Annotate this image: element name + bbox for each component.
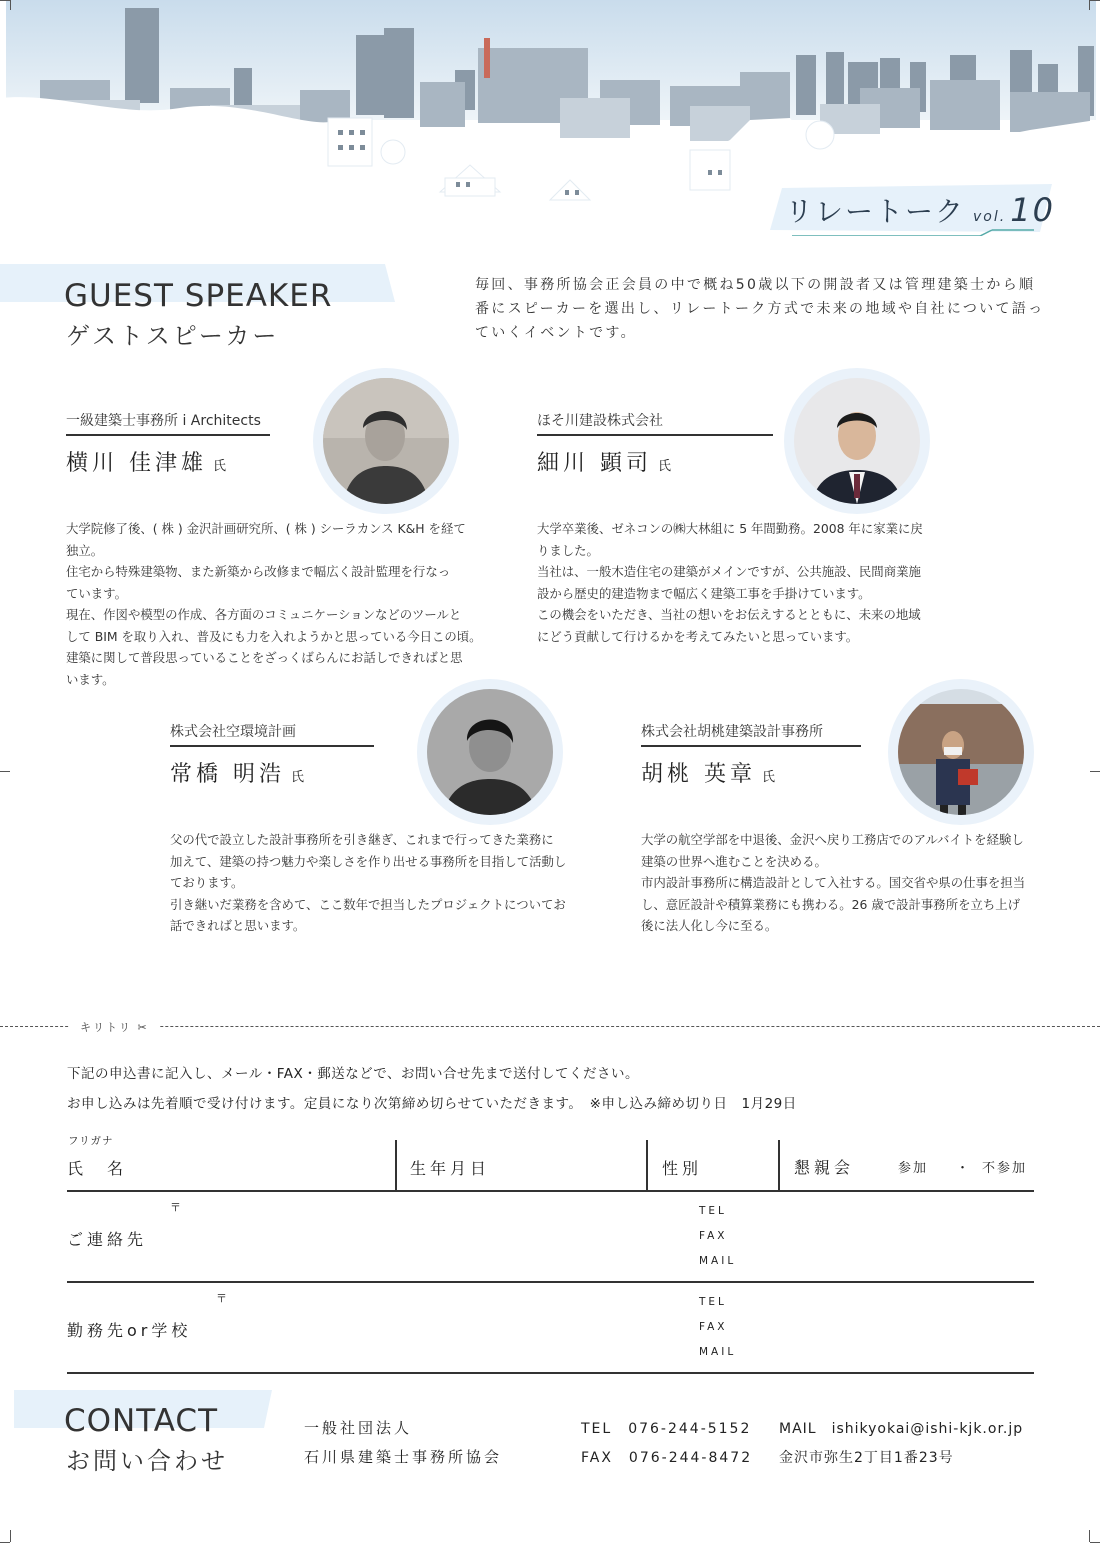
- speaker-1-bio: [66, 518, 482, 690]
- speaker-2-company: ほそ川建設株式会社: [537, 413, 663, 429]
- form-note-1: 下記の申込書に記入し、メール・FAX・郵送などで、お問い合せ先まで送付してください。: [67, 1066, 639, 1082]
- speaker-4-company: 株式会社胡桃建築設計事務所: [641, 724, 823, 740]
- speaker-2-rule: [537, 434, 773, 436]
- speaker-2-bio: [537, 518, 923, 647]
- work-label: 勤務先or学校: [67, 1321, 192, 1340]
- cut-label: キリトリ ✂: [70, 1019, 159, 1035]
- speaker-2-bio-line: にどう貢献して行けるかを考えてみたいと思っています。: [537, 628, 859, 644]
- speaker-2-bio-line: 設から歴史的建造物まで幅広く建築工事を手掛けています。: [537, 585, 871, 601]
- crop-mark: [1089, 1530, 1090, 1542]
- speaker-1-bio-line: 独立。: [66, 542, 104, 558]
- speaker-4-photo: [898, 689, 1024, 815]
- work-mail-label: MAIL: [699, 1346, 737, 1358]
- event-intro: 毎回、事務所協会正会員の中で概ね50歳以下の開設者又は管理建築士から順番にスピーカーを選出し、リレートーク方式で未来の地域や自社について語っていくイベントです。: [475, 277, 1045, 341]
- speaker-1-bio-line: 大学院修了後、( 株 ) 金沢計画研究所、( 株 ) シーラカンス K&H を経て: [66, 521, 466, 536]
- crop-mark: [1090, 771, 1100, 772]
- speaker-4-bio-line: 後に法人化し今に至る。: [641, 918, 778, 933]
- table-divider: [778, 1140, 780, 1192]
- speaker-1-bio-line: 建築に関して普段思っていることをざっくばらんにお話しできればと思: [66, 650, 463, 665]
- vol-label: vol.: [973, 209, 1007, 225]
- speaker-4-honorific: 氏: [762, 770, 776, 785]
- contact-fax-label: FAX: [699, 1230, 728, 1242]
- speaker-1-bio-line: して BIM を取り入れ、普及にも力を入れようかと思っている今日この頃。: [66, 628, 482, 644]
- table-rule: [67, 1190, 1034, 1192]
- party-attend-option[interactable]: 参加: [898, 1161, 929, 1176]
- speaker-1-name: 横川 佳津雄: [66, 451, 207, 476]
- contact-tel-label: TEL: [699, 1205, 727, 1217]
- contact-tel: TEL 076-244-5152: [581, 1421, 752, 1437]
- party-option-separator: ・: [956, 1161, 972, 1176]
- crop-mark: [0, 771, 10, 772]
- speaker-3-name: 常橋 明浩: [170, 762, 285, 787]
- contact-address: 金沢市弥生2丁目1番23号: [779, 1450, 954, 1466]
- form-note-2: お申し込みは先着順で受け付けます。定員になり次第締め切らせていただきます。 ※申し込み締め切り日 1月29日: [67, 1096, 797, 1112]
- speaker-4-bio-line: 大学の航空学部を中退後、金沢へ戻り工務店でのアルバイトを経験し: [641, 832, 1024, 847]
- speaker-1-name-line: [66, 446, 226, 477]
- speaker-3-rule: [170, 745, 374, 747]
- crop-mark: [1090, 0, 1100, 1]
- speaker-4-name: 胡桃 英章: [641, 762, 756, 787]
- table-divider: [395, 1140, 397, 1192]
- speaker-2-photo: [794, 378, 920, 504]
- postal-mark: 〒: [216, 1292, 227, 1305]
- speaker-1-bio-line: 現在、作図や模型の作成、各方面のコミュニケーションなどのツールと: [66, 607, 462, 622]
- relay-talk-title: [785, 190, 1055, 230]
- crop-mark: [1089, 0, 1090, 10]
- table-divider: [646, 1140, 648, 1192]
- cut-line: [0, 1026, 1100, 1027]
- crop-mark: [10, 0, 11, 10]
- contact-title-en: CONTACT: [64, 1403, 219, 1439]
- guest-title-jp: ゲストスピーカー: [66, 322, 280, 350]
- work-tel-label: TEL: [699, 1296, 727, 1308]
- speaker-1-photo-ring: [313, 368, 459, 514]
- speaker-1-honorific: 氏: [213, 459, 227, 474]
- speaker-3-photo: [427, 689, 553, 815]
- speaker-3-company: 株式会社空環境計画: [170, 724, 296, 740]
- contact-title-jp: お問い合わせ: [66, 1447, 228, 1475]
- postal-mark: 〒: [170, 1201, 181, 1214]
- speaker-3-bio-line: ております。: [170, 875, 244, 890]
- contact-mail-label: MAIL: [699, 1255, 737, 1267]
- furigana-label: フリガナ: [68, 1135, 114, 1147]
- city-skyline-banner: [0, 0, 1100, 215]
- speaker-2-bio-line: りました。: [537, 542, 599, 558]
- speaker-3-bio-line: 加えて、建築の持つ魅力や楽しさを作り出せる事務所を目指して活動し: [170, 853, 567, 869]
- speaker-1-bio-line: います。: [66, 671, 115, 687]
- crop-mark: [10, 1530, 11, 1542]
- work-fax-label: FAX: [699, 1321, 728, 1333]
- party-not-attend-option[interactable]: 不参加: [982, 1161, 1028, 1176]
- speaker-2-name-line: [537, 446, 671, 477]
- speaker-1-photo: [323, 378, 449, 504]
- speaker-4-bio-line: 建築の世界へ進むことを決める。: [641, 853, 827, 869]
- speaker-1-bio-line: 住宅から特殊建築物、また新築から改修まで幅広く設計監理を行なっ: [66, 564, 451, 579]
- speaker-3-photo-ring: [417, 679, 563, 825]
- contact-mail[interactable]: MAIL ishikyokai@ishi-kjk.or.jp: [779, 1421, 1024, 1437]
- speaker-3-honorific: 氏: [291, 770, 305, 785]
- contact-label: ご連絡先: [67, 1230, 148, 1249]
- speaker-2-honorific: 氏: [658, 459, 672, 474]
- org-name: 石川県建築士事務所協会: [304, 1448, 503, 1466]
- contact-fax: FAX 076-244-8472: [581, 1450, 753, 1466]
- speaker-2-bio-line: 当社は、一般木造住宅の建築がメインですが、公共施設、民間商業施: [537, 564, 921, 579]
- vol-number: 10: [1010, 191, 1055, 229]
- speaker-4-photo-ring: [888, 679, 1034, 825]
- speaker-3-bio: [170, 829, 566, 937]
- crop-mark: [0, 0, 10, 1]
- speaker-1-bio-line: ています。: [66, 585, 127, 601]
- party-label: 懇親会: [794, 1158, 855, 1177]
- speaker-2-bio-line: この機会をいただき、当社の想いをお伝えするとともに、未来の地域: [537, 607, 921, 622]
- birthdate-label: 生年月日: [410, 1159, 491, 1178]
- speaker-3-bio-line: 引き継いだ業務を含めて、ここ数年で担当したプロジェクトについてお: [170, 896, 566, 912]
- speaker-3-bio-line: 話できればと思います。: [170, 918, 306, 933]
- relay-title: リレートーク: [785, 195, 966, 228]
- speaker-3-name-line: [170, 757, 304, 788]
- speaker-4-bio: [641, 829, 1025, 937]
- speaker-1-rule: [66, 434, 270, 436]
- speaker-4-name-line: [641, 757, 775, 788]
- speaker-2-bio-line: 大学卒業後、ゼネコンの㈱大林組に 5 年間勤務。2008 年に家業に戻: [537, 521, 923, 536]
- table-rule: [67, 1281, 1034, 1283]
- speaker-4-bio-line: 市内設計事務所に構造設計として入社する。国交省や県の仕事を担当: [641, 875, 1026, 890]
- speaker-2-photo-ring: [784, 368, 930, 514]
- speaker-2-name: 細川 顕司: [537, 451, 652, 476]
- speaker-1-company: 一級建築士事務所 i Architects: [66, 413, 261, 429]
- gender-label: 性別: [662, 1159, 703, 1178]
- table-rule: [67, 1372, 1034, 1374]
- name-label: 氏 名: [67, 1159, 128, 1178]
- speaker-4-bio-line: し、意匠設計や積算業務にも携わる。26 歳で設計事務所を立ち上げ: [641, 896, 1021, 912]
- guest-title-en: GUEST SPEAKER: [64, 278, 333, 314]
- org-type: 一般社団法人: [304, 1419, 413, 1437]
- speaker-3-bio-line: 父の代で設立した設計事務所を引き継ぎ、これまで行ってきた業務に: [170, 832, 554, 847]
- speaker-4-rule: [641, 745, 861, 747]
